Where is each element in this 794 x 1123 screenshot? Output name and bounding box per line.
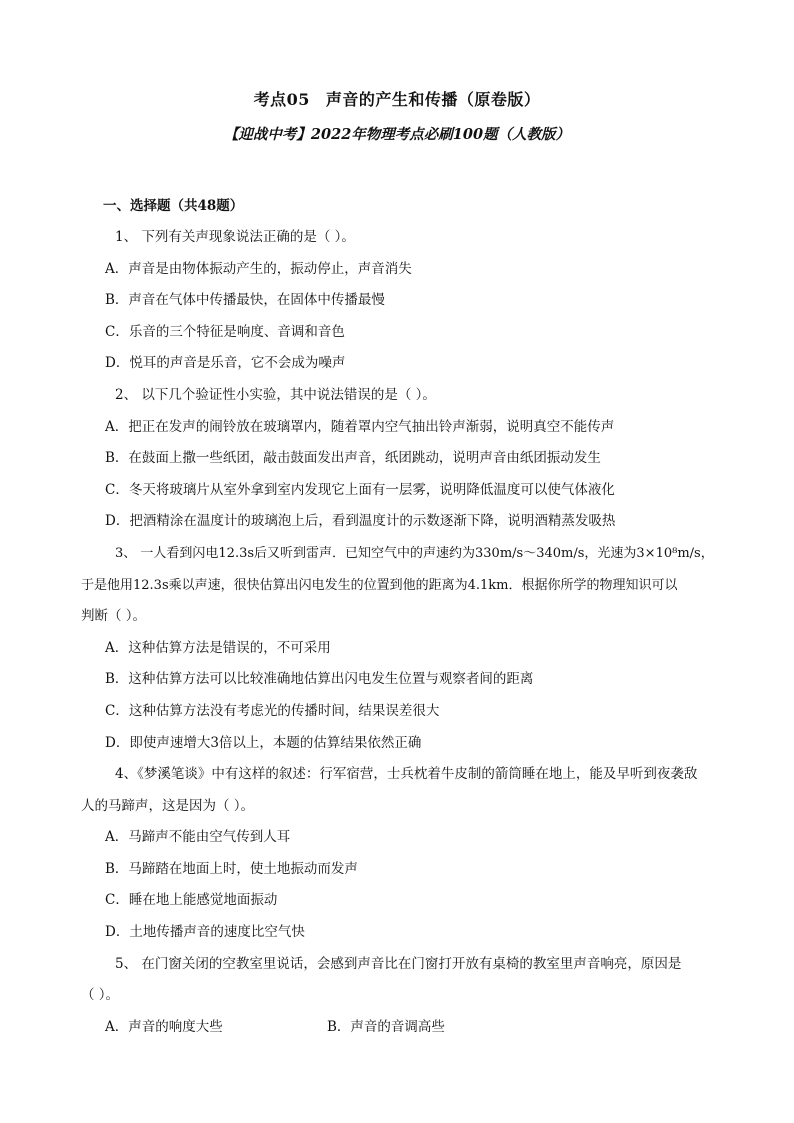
option-b: B．马蹄踏在地面上时，使土地振动而发声 bbox=[105, 860, 358, 877]
question-4 bbox=[81, 764, 703, 943]
option-c: C．乐音的三个特征是响度、音调和音色 bbox=[105, 323, 345, 340]
question-stem: 1、 下列有关声现象说法正确的是（ ）。 bbox=[115, 229, 355, 245]
option-b: B．这种估算方法可以比较准确地估算出闪电发生位置与观察者间的距离 bbox=[105, 671, 534, 688]
document-subtitle: 【迎战中考】2022年物理考点必刷100题（人教版） bbox=[223, 126, 571, 143]
question-stem-continued: （ ）。 bbox=[81, 987, 120, 1004]
question-stem-continued: 人的马蹄声，这是因为（ ）。 bbox=[81, 797, 255, 814]
section-heading: 一、选择题（共48题） bbox=[103, 198, 244, 214]
question-stem: 3、 一人看到闪电12.3s后又听到雷声．已知空气中的声速约为330m/s～340m/s，光速为3×10⁸m/s， bbox=[115, 545, 714, 561]
question-stem: 5、 在门窗关闭的空教室里说话，会感到声音比在门窗打开放有桌椅的教室里声音响亮，原因是 bbox=[115, 955, 682, 972]
option-a: A．把正在发声的闹铃放在玻璃罩内，随着罩内空气抽出铃声渐弱，说明真空不能传声 bbox=[105, 418, 615, 435]
question-3 bbox=[81, 543, 714, 754]
title-topic-name: 声音的产生和传播（原卷版） bbox=[325, 90, 541, 109]
question-1 bbox=[103, 227, 703, 374]
question-2 bbox=[103, 385, 703, 532]
option-d: D．土地传播声音的速度比空气快 bbox=[105, 924, 305, 941]
option-b: B．声音在气体中传播最快，在固体中传播最慢 bbox=[105, 292, 385, 309]
document-body bbox=[81, 196, 714, 1048]
option-row bbox=[103, 1017, 703, 1038]
question-stem-continued: 于是他用12.3s乘以声速，很快估算出闪电发生的位置到他的距离为4.1km．根据你所学的物理知识可以 bbox=[81, 577, 678, 593]
option-a: A．这种估算方法是错误的，不可采用 bbox=[105, 639, 331, 656]
option-a: A．声音的响度大些 bbox=[105, 1018, 223, 1035]
option-c: C．冬天将玻璃片从室外拿到室内发现它上面有一层雾，说明降低温度可以使气体液化 bbox=[105, 481, 615, 498]
document-title bbox=[0, 87, 794, 110]
title-topic-number: 考点05 bbox=[253, 90, 310, 109]
option-c: C．这种估算方法没有考虑光的传播时间，结果误差很大 bbox=[105, 702, 440, 719]
option-b: B．声音的音调高些 bbox=[327, 1018, 445, 1035]
question-stem-continued: 判断（ ）。 bbox=[81, 608, 147, 625]
option-d: D．即使声速增大3倍以上，本题的估算结果依然正确 bbox=[105, 734, 422, 751]
question-stem: 4、《梦溪笔谈》中有这样的叙述：行军宿营，士兵枕着牛皮制的箭筒睡在地上，能及早听到夜袭敌 bbox=[115, 766, 698, 783]
option-a: A．马蹄声不能由空气传到人耳 bbox=[105, 829, 291, 846]
option-a: A．声音是由物体振动产生的，振动停止，声音消失 bbox=[105, 260, 412, 277]
question-5 bbox=[81, 954, 703, 1038]
option-d: D．把酒精涂在温度计的玻璃泡上后，看到温度计的示数逐渐下降，说明酒精蒸发吸热 bbox=[105, 513, 616, 530]
option-c: C．睡在地上能感觉地面振动 bbox=[105, 892, 278, 909]
option-d: D．悦耳的声音是乐音，它不会成为噪声 bbox=[105, 355, 346, 372]
question-stem: 2、 以下几个验证性小实验，其中说法错误的是（ ）。 bbox=[115, 386, 436, 403]
option-b: B．在鼓面上撒一些纸团，敲击鼓面发出声音，纸团跳动，说明声音由纸团振动发生 bbox=[105, 450, 601, 467]
